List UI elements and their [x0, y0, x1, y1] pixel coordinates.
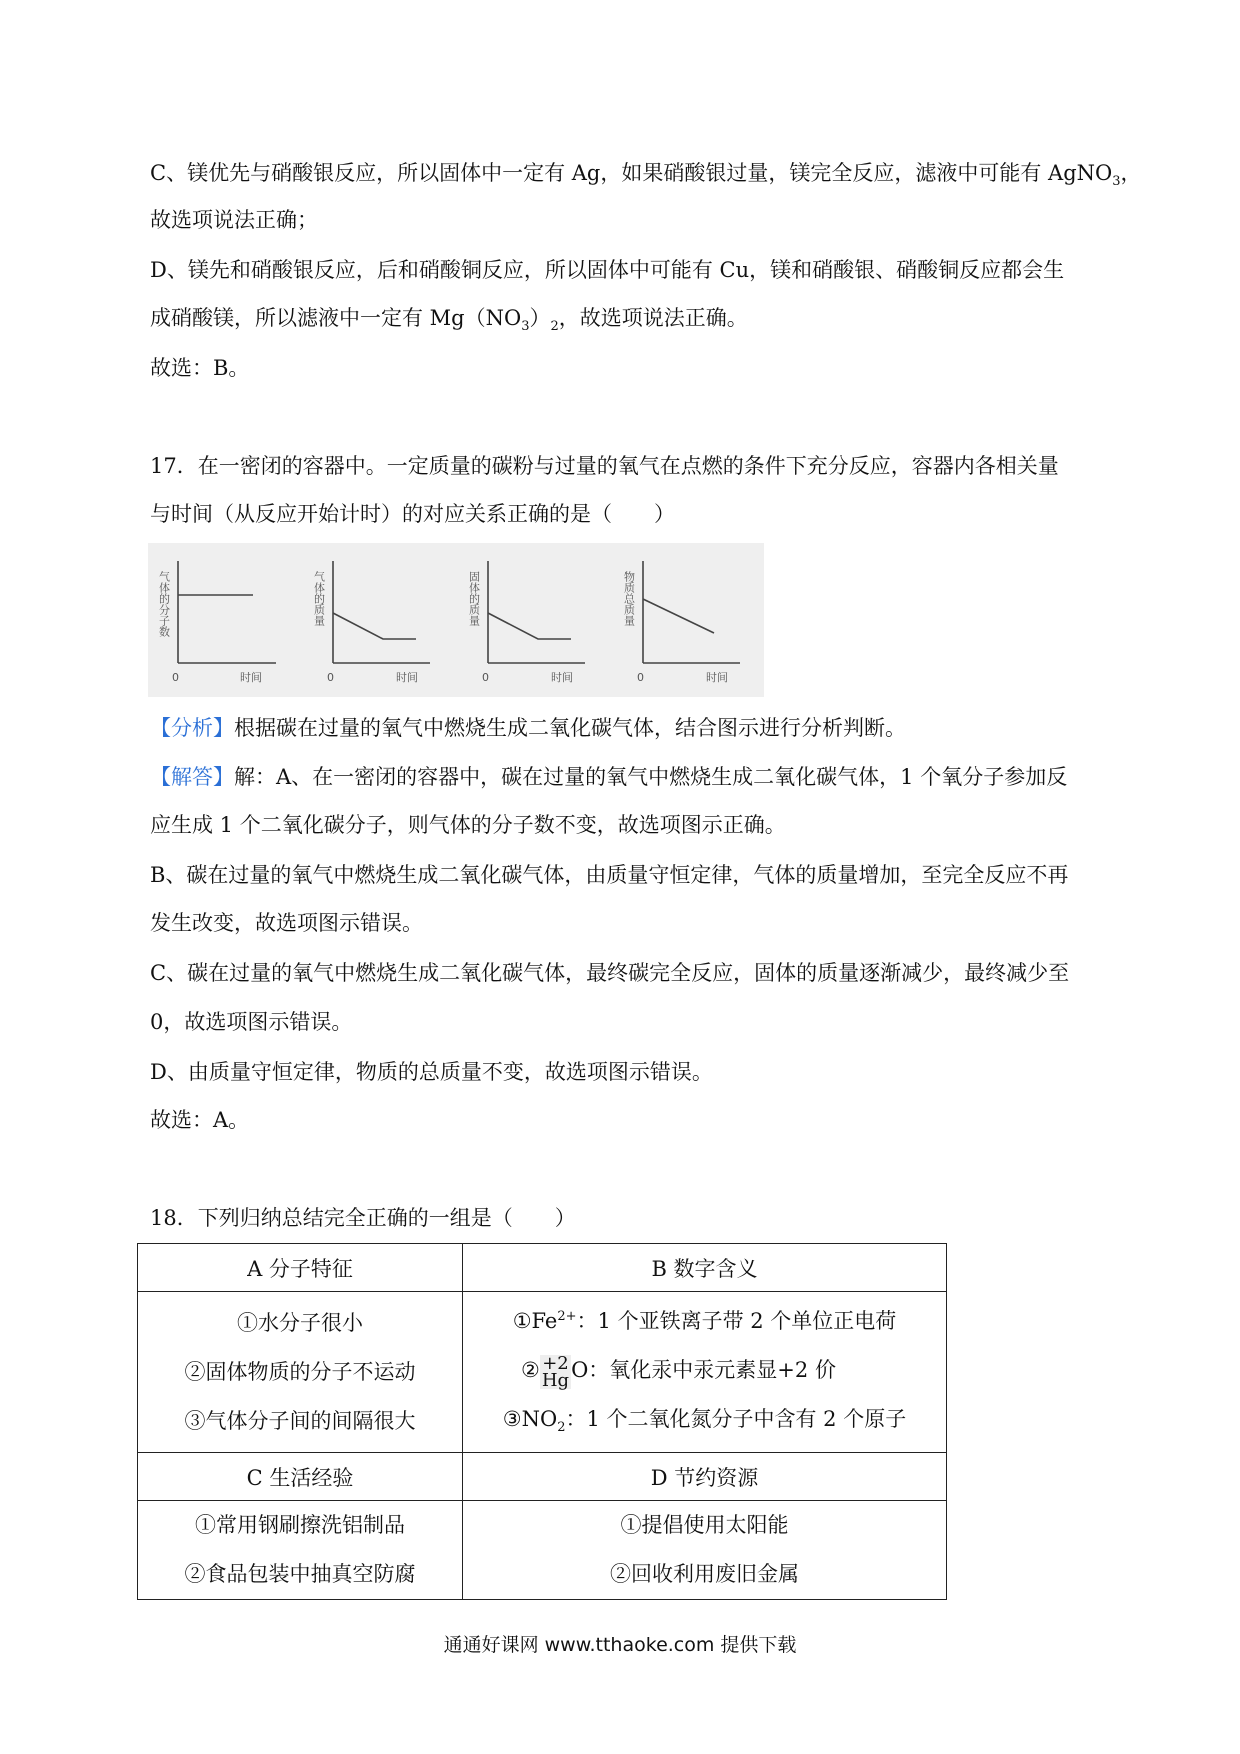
q17-analysis: 【分析】根据碳在过量的氧气中燃烧生成二氧化碳气体，结合图示进行分析判断。 — [150, 716, 906, 740]
cell-b-body — [463, 1292, 947, 1453]
graph-c-ylabel: 固体的质量 — [467, 571, 481, 626]
valence-symbol: +2 Hg — [541, 1352, 570, 1391]
cell-a-body — [138, 1292, 463, 1453]
b-item-2: ② +2 HgO：氧化汞中汞元素显+2 价 — [521, 1352, 836, 1391]
cell-d-body — [463, 1501, 947, 1600]
a-item-2: ②固体物质的分子不运动 — [184, 1359, 416, 1384]
graph-b-ylabel: 气体的质量 — [312, 571, 326, 626]
a-item-3: ③气体分子间的间隔很大 — [184, 1408, 416, 1433]
cell-c-head: C 生活经验 — [138, 1453, 463, 1501]
q16-choice: 故选：B。 — [150, 356, 250, 380]
graph-b — [333, 561, 430, 663]
graph-d — [643, 561, 740, 663]
cell-b-head: B 数字含义 — [463, 1244, 947, 1292]
graph-c-origin: 0 — [482, 671, 489, 684]
q17-answer-5: C、碳在过量的氧气中燃烧生成二氧化碳气体，最终碳完全反应，固体的质量逐渐减少，最终减少至 — [150, 961, 1070, 985]
graph-b-origin: 0 — [327, 671, 334, 684]
graph-c — [488, 561, 585, 663]
q17-answer-1: 【解答】解：A、在一密闭的容器中，碳在过量的氧气中燃烧生成二氧化碳气体，1 个氧分子参加反 — [150, 765, 1068, 789]
q17-answer-6: 0，故选项图示错误。 — [150, 1010, 353, 1034]
q17-choice: 故选：A。 — [150, 1108, 250, 1132]
cell-c-body — [138, 1501, 463, 1600]
q17-answer-7: D、由质量守恒定律，物质的总质量不变，故选项图示错误。 — [150, 1060, 713, 1084]
q17-graphs-svg — [148, 543, 764, 697]
cell-a-head: A 分子特征 — [138, 1244, 463, 1292]
graph-d-ylabel: 物质总质量 — [622, 571, 636, 626]
q17-answer-3: B、碳在过量的氧气中燃烧生成二氧化碳气体，由质量守恒定律，气体的质量增加，至完全反应不再 — [150, 863, 1069, 887]
a-item-1: ①水分子很小 — [237, 1310, 363, 1335]
graph-b-xlabel: 时间 — [396, 671, 418, 684]
b-item-1: $①Fe^{2+}$：1 个亚铁离子带 2 个单位正电荷 — [512, 1309, 897, 1333]
analysis-tag: 【分析】 — [150, 716, 234, 740]
footer-credit: 通通好课网 www.tthaoke.com 提供下载 — [443, 1634, 797, 1656]
graph-a-ylabel: 气体的分子数 — [157, 571, 171, 637]
q17-stem-2: 与时间（从反应开始计时）的对应关系正确的是（ ） — [150, 502, 675, 526]
q17-answer-4: 发生改变，故选项图示错误。 — [150, 911, 423, 935]
c-item-1: ①常用钢刷擦洗铝制品 — [195, 1513, 405, 1538]
graph-a-origin: 0 — [172, 671, 179, 684]
graph-d-xlabel: 时间 — [706, 671, 728, 684]
q17-answer-2: 应生成 1 个二氧化碳分子，则气体的分子数不变，故选项图示正确。 — [150, 813, 786, 837]
graph-a — [178, 561, 276, 663]
b-item-3: $③NO_2$：1 个二氧化氮分子中含有 2 个原子 — [502, 1407, 907, 1436]
answer-tag: 【解答】 — [150, 765, 234, 789]
d-item-2: ②回收利用废旧金属 — [610, 1562, 799, 1587]
q16-line-c: C、镁优先与硝酸银反应，所以固体中一定有 Ag，如果硝酸银过量，镁完全反应，滤液中可能有 AgNO$_3$， — [150, 161, 1142, 190]
q18-stem: 18．下列归纳总结完全正确的一组是（ ） — [150, 1206, 576, 1230]
q18-table — [137, 1243, 947, 1600]
c-item-2: ②食品包装中抽真空防腐 — [184, 1562, 416, 1587]
q16-line-d2: 成硝酸镁，所以滤液中一定有 $Mg(NO_3)_2$，故选项说法正确。 — [150, 306, 748, 335]
d-item-1: ①提倡使用太阳能 — [620, 1513, 789, 1538]
q16-line-d: D、镁先和硝酸银反应，后和硝酸铜反应，所以固体中可能有 Cu，镁和硝酸银、硝酸铜反应都会生 — [150, 258, 1065, 282]
cell-d-head: D 节约资源 — [463, 1453, 947, 1501]
q17-stem-1: 17．在一密闭的容器中。一定质量的碳粉与过量的氧气在点燃的条件下充分反应，容器内各相关量 — [150, 454, 1059, 478]
graph-c-xlabel: 时间 — [551, 671, 573, 684]
q16-line-c2: 故选项说法正确； — [150, 208, 318, 232]
graph-a-xlabel: 时间 — [240, 671, 262, 684]
graph-d-origin: 0 — [637, 671, 644, 684]
q17-graphs-figure — [148, 543, 764, 697]
